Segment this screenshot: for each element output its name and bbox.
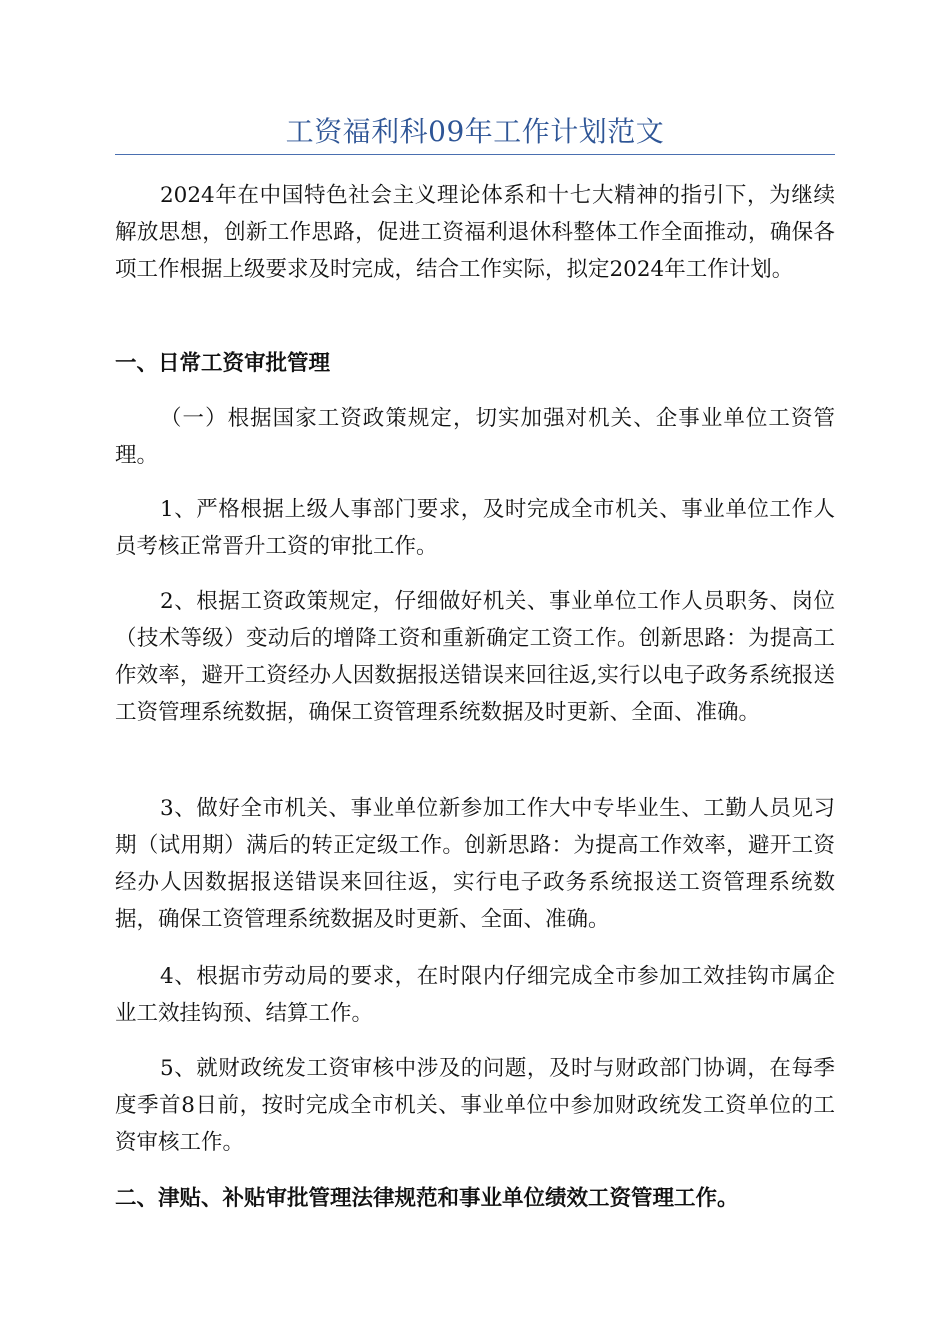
item-paragraph-5: 5、就财政统发工资审核中涉及的问题，及时与财政部门协调，在每季度季首8日前，按时完成全市机关、事业单位中参加财政统发工资单位的工资审核工作。 [115, 1056, 835, 1155]
section-heading-2: 二、津贴、补贴审批管理法律规范和事业单位绩效工资管理工作。 [115, 1186, 739, 1211]
item-paragraph-2: 2、根据工资政策规定，仔细做好机关、事业单位工作人员职务、岗位（技术等级）变动后的增降工资和重新确定工资工作。创新思路：为提高工作效率，避开工资经办人因数据报送错误来回往返,实行以电子政务系统报送工资管理系统数据，确保工资管理系统数据及时更新、全面、准确。 [115, 589, 835, 725]
item-paragraph-4: 4、根据市劳动局的要求，在时限内仔细完成全市参加工效挂钩市属企业工效挂钩预、结算工作。 [115, 964, 835, 1026]
intro-paragraph: 2024年在中国特色社会主义理论体系和十七大精神的指引下，为继续解放思想，创新工作思路，促进工资福利退休科整体工作全面推动，确保各项工作根据上级要求及时完成，结合工作实际，拟定2024年工作计划。 [115, 183, 835, 282]
subsection-paragraph-1: （一）根据国家工资政策规定，切实加强对机关、企事业单位工资管理。 [115, 406, 835, 468]
section-heading-1: 一、日常工资审批管理 [115, 351, 331, 376]
item-paragraph-1: 1、严格根据上级人事部门要求，及时完成全市机关、事业单位工作人员考核正常晋升工资的审批工作。 [115, 497, 835, 559]
title-underline [115, 154, 835, 155]
document-title: 工资福利科09年工作计划范文 [285, 115, 665, 148]
item-paragraph-3: 3、做好全市机关、事业单位新参加工作大中专毕业生、工勤人员见习期（试用期）满后的转正定级工作。创新思路：为提高工作效率，避开工资经办人因数据报送错误来回往返，实行电子政务系统报送工资管理系统数据，确保工资管理系统数据及时更新、全面、准确。 [115, 796, 835, 932]
